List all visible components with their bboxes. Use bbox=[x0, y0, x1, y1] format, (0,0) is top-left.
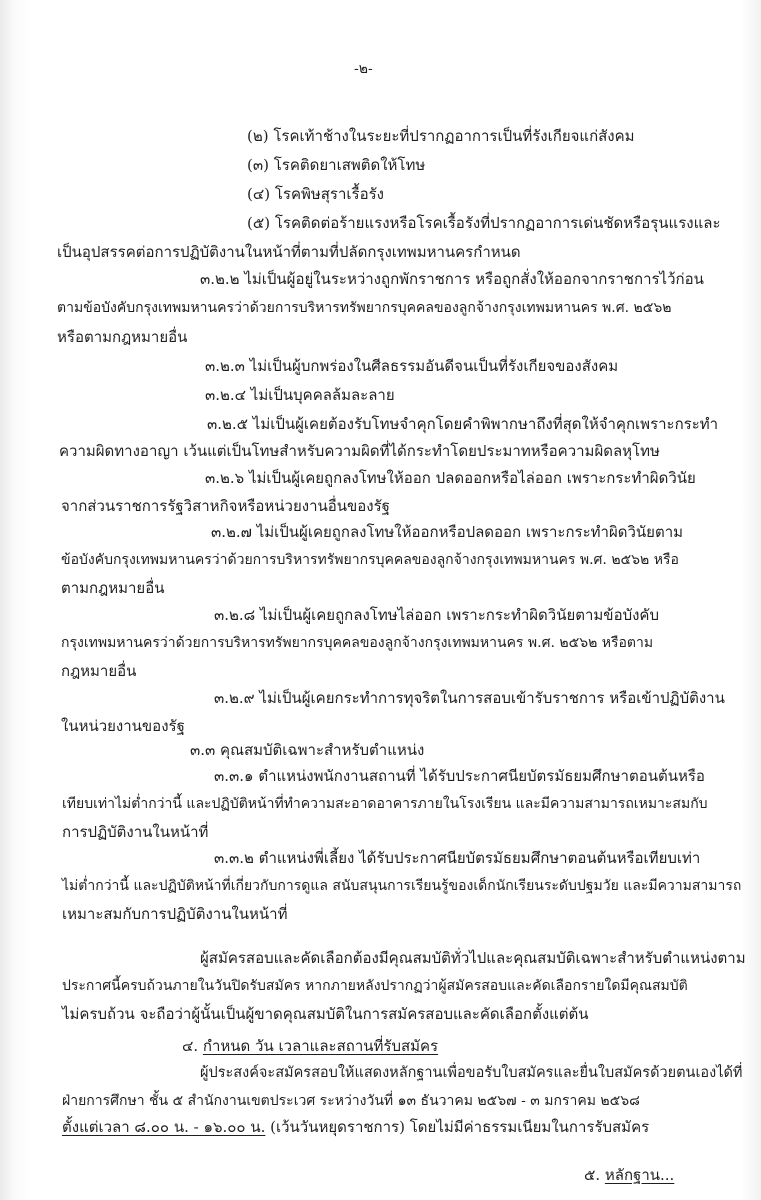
text-line: ฝ่ายการศึกษา ชั้น ๕ สำนักงานเขตประเวศ ระหว่างวันที่ ๑๓ ธันวาคม ๒๕๖๗ - ๓ มกราคม ๒๕๖๘ bbox=[62, 1093, 640, 1109]
text-line: ๓.๒.๙ ไม่เป็นผู้เคยกระทำการทุจริตในการสอบเข้ารับราชการ หรือเข้าปฏิบัติงาน bbox=[214, 689, 725, 707]
text-line: ไม่ครบถ้วน จะถือว่าผู้นั้นเป็นผู้ขาดคุณสมบัติในการสมัครสอบและคัดเลือกตั้งแต่ต้น bbox=[62, 1005, 589, 1023]
text-line: จากส่วนราชการรัฐวิสาหกิจหรือหน่วยงานอื่นของรัฐ bbox=[61, 497, 390, 515]
text-line: ๓.๒.๕ ไม่เป็นผู้เคยต้องรับโทษจำคุกโดยคำพิพากษาถึงที่สุดให้จำคุกเพราะกระทำ bbox=[207, 415, 719, 433]
text-line: ๓.๒.๗ ไม่เป็นผู้เคยถูกลงโทษให้ออกหรือปลดออก เพราะกระทำผิดวินัยตาม bbox=[211, 523, 684, 541]
text-line: ผู้สมัครสอบและคัดเลือกต้องมีคุณสมบัติทั่วไปและคุณสมบัติเฉพาะสำหรับตำแหน่งตาม bbox=[200, 949, 746, 967]
text-line: ๓.๒.๘ ไม่เป็นผู้เคยถูกลงโทษไล่ออก เพราะกระทำผิดวินัยตามข้อบังคับ bbox=[214, 606, 659, 624]
text-line: (๕) โรคติดต่อร้ายแรงหรือโรคเรื้อรังที่ปรากฏอาการเด่นชัดหรือรุนแรงและ bbox=[247, 214, 721, 232]
section-4-number: ๔. bbox=[182, 1037, 199, 1055]
text-line: กรุงเทพมหานครว่าด้วยการบริหารทรัพยากรบุคคลของลูกจ้างกรุงเทพมหานคร พ.ศ. ๒๕๖๒ หรือตาม bbox=[61, 635, 654, 651]
text-line: เหมาะสมกับการปฏิบัติงานในหน้าที่ bbox=[62, 905, 288, 923]
text-line: ๓.๓.๒ ตำแหน่งพี่เลี้ยง ได้รับประกาศนียบัตรมัธยมศึกษาตอนต้นหรือเทียบเท่า bbox=[214, 849, 701, 867]
text-line: (๓) โรคติดยาเสพติดให้โทษ bbox=[247, 156, 426, 174]
text-line: ตามข้อบังคับกรุงเทพมหานครว่าด้วยการบริหารทรัพยากรบุคคลของลูกจ้างกรุงเทพมหานคร พ.ศ. ๒๕๖๒ bbox=[57, 300, 672, 316]
text-line: ๓.๒.๒ ไม่เป็นผู้อยู่ในระหว่างถูกพักราชการ หรือถูกสั่งให้ออกจากราชการไว้ก่อน bbox=[200, 270, 704, 288]
text-line: ๓.๒.๖ ไม่เป็นผู้เคยถูกลงโทษให้ออก ปลดออกหรือไล่ออก เพราะกระทำผิดวินัย bbox=[205, 469, 696, 487]
text-line: ผู้ประสงค์จะสมัครสอบให้แสดงหลักฐานเพื่อขอรับใบสมัครและยื่นใบสมัครด้วยตนเองได้ที่ bbox=[200, 1065, 743, 1081]
text-line: ในหน่วยงานของรัฐ bbox=[61, 717, 185, 735]
time-note: (เว้นวันหยุดราชการ) โดยไม่มีค่าธรรมเนียมในการรับสมัคร bbox=[265, 1118, 650, 1136]
text-line: ประกาศนี้ครบถ้วนภายในวันปิดรับสมัคร หากภายหลังปรากฏว่าผู้สมัครสอบและคัดเลือกรายใดมีคุณสมบัติ bbox=[62, 978, 688, 994]
section-4-heading bbox=[182, 1035, 438, 1057]
text-line: ตามกฎหมายอื่น bbox=[61, 579, 165, 597]
text-line: ๓.๓.๑ ตำแหน่งพนักงานสถานที่ ได้รับประกาศนียบัตรมัธยมศึกษาตอนต้นหรือ bbox=[214, 767, 705, 785]
text-line: หรือตามกฎหมายอื่น bbox=[57, 328, 188, 346]
page-number: -๒- bbox=[354, 61, 373, 77]
text-line: ข้อบังคับกรุงเทพมหานครว่าด้วยการบริหารทรัพยากรบุคคลของลูกจ้างกรุงเทพมหานคร พ.ศ. ๒๕๖๒ หรือ bbox=[61, 552, 679, 568]
text-line: เป็นอุปสรรคต่อการปฏิบัติงานในหน้าที่ตามที่ปลัดกรุงเทพมหานครกำหนด bbox=[57, 243, 521, 261]
text-line: ความผิดทางอาญา เว้นแต่เป็นโทษสำหรับความผิดที่ได้กระทำโดยประมาทหรือความผิดลหุโทษ bbox=[59, 442, 660, 460]
text-line: (๒) โรคเท้าช้างในระยะที่ปรากฏอาการเป็นที่รังเกียจแก่สังคม bbox=[247, 127, 635, 145]
text-line: ๓.๒.๓ ไม่เป็นผู้บกพร่องในศีลธรรมอันดีจนเป็นที่รังเกียจของสังคม bbox=[205, 357, 619, 375]
time-range: ตั้งแต่เวลา ๘.๐๐ น. - ๑๖.๐๐ น. bbox=[62, 1118, 266, 1136]
text-line: เทียบเท่าไม่ต่ำกว่านี้ และปฏิบัติหน้าที่ทำความสะอาดอาคารภายในโรงเรียน และมีความสามารถเหมาะสมกับ bbox=[62, 796, 708, 812]
text-line: การปฏิบัติงานในหน้าที่ bbox=[62, 823, 209, 841]
footer-next-section bbox=[584, 1164, 674, 1186]
section-heading: ๓.๓ คุณสมบัติเฉพาะสำหรับตำแหน่ง bbox=[190, 741, 425, 759]
text-line: กฎหมายอื่น bbox=[61, 662, 137, 680]
text-line: ไม่ต่ำกว่านี้ และปฏิบัติหน้าที่เกี่ยวกับการดูแล สนับสนุนการเรียนรู้ของเด็กนักเรียนระดับปฐมวัย และมีความสามารถ bbox=[62, 878, 742, 894]
text-line bbox=[62, 1116, 649, 1138]
footer-continued: หลักฐาน... bbox=[604, 1166, 675, 1184]
section-4-title: กำหนด วัน เวลาและสถานที่รับสมัคร bbox=[202, 1037, 439, 1055]
text-line: ๓.๒.๔ ไม่เป็นบุคคลล้มละลาย bbox=[205, 386, 395, 404]
footer-prefix: ๕. bbox=[584, 1166, 605, 1184]
text-line: (๔) โรคพิษสุราเรื้อรัง bbox=[247, 185, 384, 203]
